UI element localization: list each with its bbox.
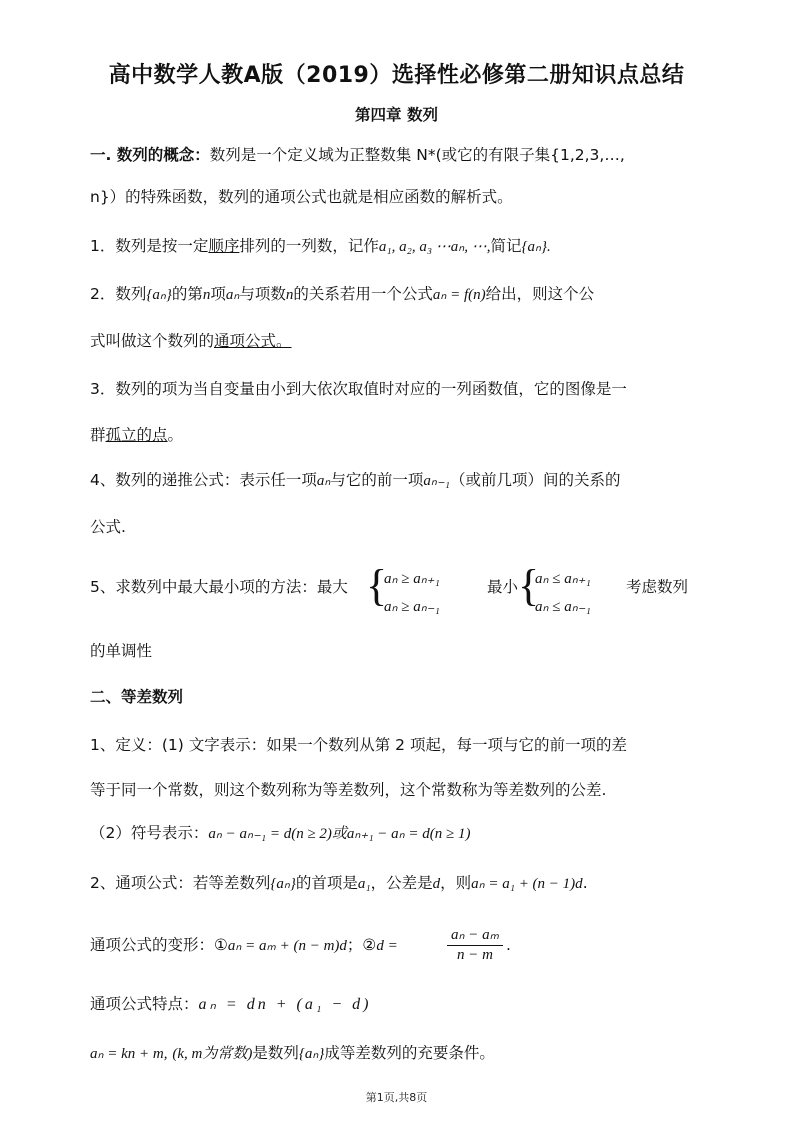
math: n [202, 287, 211, 303]
min-condition-2: aₙ ≤ aₙ₋₁ [535, 599, 591, 615]
definition-line-1 [90, 735, 697, 755]
concept-paragraph-line-1 [90, 145, 697, 165]
math: {aₙ}. [521, 239, 551, 255]
min-condition-1: aₙ ≤ aₙ₊₁ [535, 571, 591, 587]
point-3-line-1 [90, 379, 697, 399]
text: 考虑数列 [626, 578, 689, 596]
definition-symbolic [90, 823, 697, 844]
concept-paragraph-line-2 [90, 187, 697, 207]
section-heading-concept: 一. 数列的概念： [90, 146, 210, 164]
text: 与项数 [239, 285, 286, 303]
point-2-line-2 [90, 331, 697, 351]
underlined-term: 通项公式。 [214, 332, 292, 350]
text: 通项公式特点： [90, 995, 199, 1013]
text: 2．数列 [90, 285, 147, 303]
fraction-denominator: n − m [457, 947, 493, 963]
math: {aₙ} [270, 876, 296, 892]
text: 4、数列的递推公式：表示任一项 [90, 471, 317, 489]
math: aₙ − aₙ₋₁ = d(n ≥ 2)或aₙ₊₁ − aₙ = d(n ≥ 1) [208, 826, 471, 842]
math: aₙ = kn + m, [90, 1046, 168, 1062]
math: n [285, 287, 294, 303]
text: 公式. [90, 518, 126, 536]
text: 排列的一列数，记作 [239, 237, 379, 255]
text: 5、求数列中最大最小项的方法：最大 [90, 578, 348, 596]
math: (k, m为常数) [172, 1046, 253, 1062]
text: 的首项是 [295, 874, 358, 892]
text: 与它的前一项 [330, 471, 424, 489]
text: 的关系若用一个公式 [293, 285, 433, 303]
max-condition-2: aₙ ≥ aₙ₋₁ [384, 599, 440, 615]
text: ，公差是 [370, 874, 433, 892]
text: 。 [167, 426, 184, 444]
text: 的单调性 [90, 642, 153, 660]
text: . [506, 936, 511, 954]
max-condition-1: aₙ ≥ aₙ₊₁ [384, 571, 440, 587]
underlined-term: 顺序 [208, 237, 240, 255]
math: aₙ = f(n) [432, 287, 486, 303]
point-4-line-2 [90, 517, 697, 537]
text: 数列是一个定义域为正整数集 N*(或它的有限子集{1,2,3,…, [209, 146, 625, 164]
math: aₙ = dn + (a₁ − d) [198, 996, 372, 1013]
math: {aₙ} [146, 287, 172, 303]
text: . [582, 874, 588, 892]
min-label [487, 577, 518, 597]
text: 1、定义：(1) 文字表示：如果一个数列从第 2 项起，每一项与它的前一项的差 [90, 736, 627, 754]
fraction [447, 925, 503, 964]
text: 等于同一个常数，则这个数列称为等差数列，这个常数称为等差数列的公差. [90, 781, 607, 799]
point-2-line-1 [90, 284, 697, 305]
text: 的第 [171, 285, 203, 303]
text: 2、通项公式：若等差数列 [90, 874, 271, 892]
definition-line-2 [90, 780, 697, 800]
text: （2）符号表示： [90, 824, 209, 842]
general-term-feature [90, 994, 697, 1015]
text: 通项公式的变形：① [90, 936, 228, 954]
math: {aₙ} [298, 1046, 325, 1062]
necessary-sufficient-condition [90, 1043, 697, 1064]
text: 式叫做这个数列的 [90, 332, 215, 350]
math: d = [376, 938, 398, 954]
fraction-bar [447, 945, 503, 946]
math: aₙ = aₘ + (n − m)d [227, 938, 347, 954]
page-footer: 第1页,共8页 [365, 1091, 428, 1104]
text: n}）的特殊函数，数列的通项公式也就是相应函数的解析式。 [90, 188, 513, 206]
math: aₙ [316, 473, 331, 489]
section-heading-arithmetic: 二、等差数列 [90, 688, 184, 706]
text: 群 [90, 426, 106, 444]
general-term [90, 873, 697, 894]
math: aₙ = a₁ + (n − 1)d [471, 876, 583, 892]
text: （或前几项）间的关系的 [449, 471, 621, 489]
text: 项 [210, 285, 226, 303]
text: 3．数列的项为当自变量由小到大依次取值时对应的一列函数值，它的图像是一 [90, 380, 627, 398]
general-term-variant [90, 935, 398, 956]
variant-period [506, 935, 511, 955]
point-1 [90, 236, 697, 257]
left-brace-max: { [366, 561, 388, 610]
text: 最小 [487, 578, 519, 596]
document-title: 高中数学人教A版（2019）选择性必修第二册知识点总结 [108, 63, 685, 88]
text: ；② [346, 936, 377, 954]
point-5-line-2 [90, 641, 697, 661]
fraction-numerator: aₙ − aₘ [451, 927, 499, 943]
point-4-line-1 [90, 470, 697, 491]
left-brace-min: { [518, 561, 540, 610]
math: aₙ [225, 287, 240, 303]
text: ，则 [440, 874, 472, 892]
math: d [432, 876, 441, 892]
text: 给出，则这个公 [485, 285, 595, 303]
text: 1．数列是按一定 [90, 237, 209, 255]
math: aₙ₋₁ [423, 473, 450, 489]
math: a₁, a₂, a₃ ⋯aₙ, ⋯, [378, 239, 491, 255]
text: 成等差数列的充要条件。 [324, 1044, 495, 1062]
math: a₁ [357, 876, 371, 892]
text: 是数列 [252, 1044, 299, 1062]
chapter-title: 第四章 数列 [355, 106, 438, 124]
point-3-line-2 [90, 425, 697, 445]
point-5-trailing [626, 577, 688, 597]
text: 简记 [490, 237, 522, 255]
underlined-term: 孤立的点 [105, 426, 168, 444]
